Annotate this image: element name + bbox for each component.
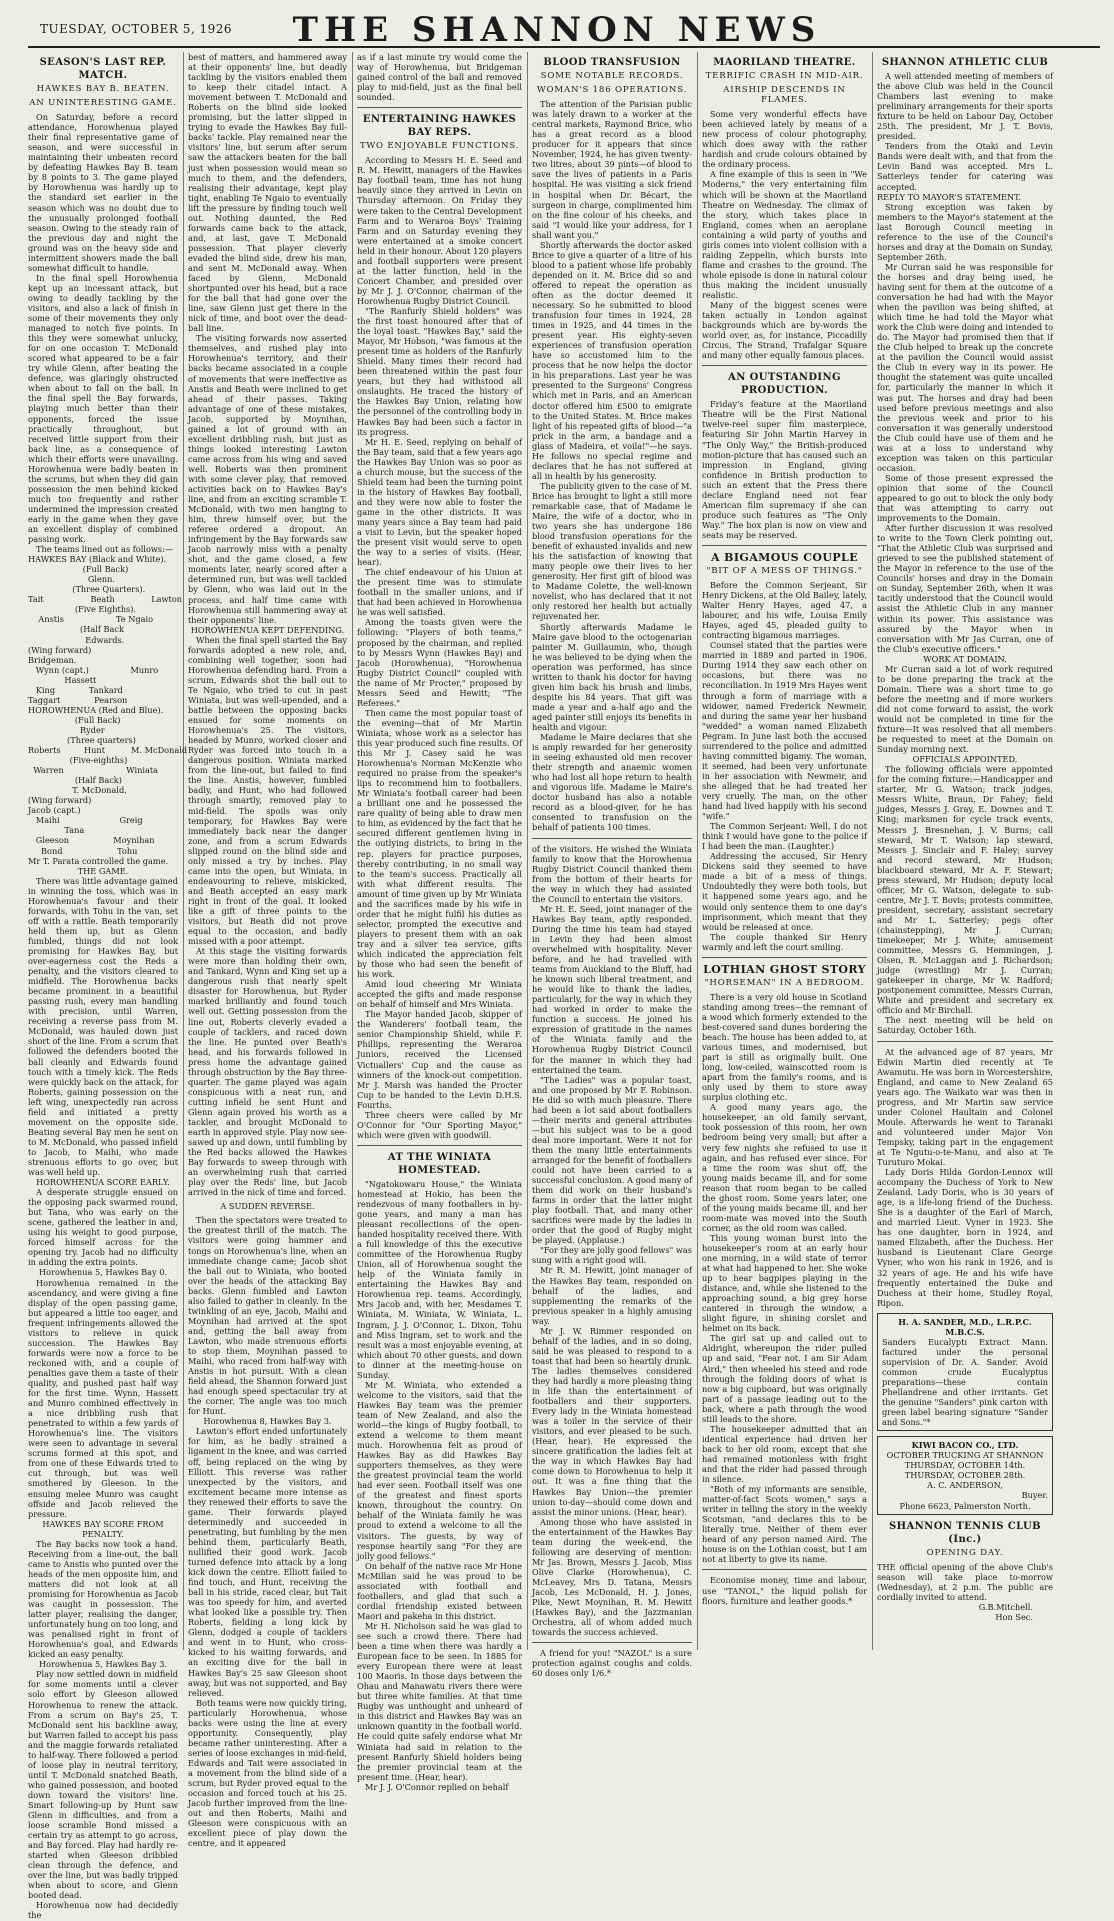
ad-line: THURSDAY, OCTOBER 14th. (904, 1460, 1026, 1471)
paragraph: When the final spell started the Bay forwards adopted a new role, and, combining well together, soon had Horowhenua defending hard. From a scrum, Edwards shot the ball out to Te Ngaio, who tried to cut in past Winiata, but was well-upended, and a battle between the opposing backs ensued for some moments on Horowhenua's 25. The visitors, headed by Munro, worked closer and Ryder was forced into touch in a dangerous position. Winiata marked from the line-out, but failed to find the line. Anstis, however, fumbled badly, and Hunt, who had followed through smartly, removed play to mid-field. The spoils was only temporary, for Hawkes Bay were immediately back near the danger zone, and from a scrum Edwards slipped round on the blind side and only missed a try by inches. Play came into the open, but Winiata, in endeavouring to relieve, miskicked, and Beath accepted an easy mark right in front of the goal. It looked like a gift of three points to the visitors, but Beath did not prove equal to the occasion, and badly missed with a poor attempt. (188, 634, 347, 947)
lineup-line: Jacob (capt.) (28, 805, 81, 816)
lineup-line: Gleeson Moynihan (28, 835, 155, 846)
paragraph: "For they are jolly good fellows" was sung with a right good will. (532, 1245, 692, 1266)
lineup-line: Wynn (capt.) Munro (28, 664, 159, 675)
column-5 (702, 52, 867, 1650)
paragraph: Horowhenua now had decidedly the (28, 1900, 178, 1921)
paragraph: Some of those present expressed the opinion that some of the Council appeared to go out to block the only body that was attempting to carry out improvements to the Domain. (877, 472, 1053, 524)
team-name: HAWKES BAY (Black and White). (28, 554, 167, 565)
signature-title: Hon Sec. (995, 1611, 1033, 1622)
column-rule (872, 52, 873, 1650)
lineup-line: Roberts Hunt M. McDonald (28, 745, 188, 756)
paragraph: Mr Curran said he was responsible for the horses and dray being used, he having sent for them at the outcome of a conversation he had had with the Mayor when the pavilion was being shifted, at which time he had told the Mayor what work the Club were doing and intended to do. The Mayor had promised then that if the Club helped to break up the concrete at the pavilion the Council would assist the Club in every way in its power. He thought the statement was quite uncalled for, particularly the manner in which it was put. The horses and dray had been used before previous meetings and also the previous week and prior to his conversation it was generally understood the Club could have use of them and he was at a loss to understand why exception was taken on this particular occasion. (877, 261, 1053, 473)
lineup-line: (Three Quarters). (28, 584, 146, 595)
paragraph: The next meeting will be held on Saturday, October 16th. (877, 1015, 1053, 1036)
lineup-line: Ryder (28, 724, 105, 735)
paragraph: Shortly afterwards the doctor asked Brice to give a quarter of a litre of his blood to a patient whose life probably depended on it. M. Brice did so and offered to repeat the operation as often as the doctor deemed it necessary. So he submitted to blood transfusion four times in 1924, 28 times in 1925, and 44 times in the present year. His eighty-seven experiences of transfusion operation have so accustomed him to the process that he now helps the doctor in his preparations. Last year he was presented to the Surgeons' Congress which met in Paris, and an American doctor offered him £500 to emigrate to the United States. M. Brice makes light of his repeated gifts of blood—"a prick in the arm, a bandage and a glass of Madeira, et voila!"—he says. He follows no special regime and declares that he has not suffered at all in health by his generosity. (532, 239, 692, 481)
paragraph: On Saturday, before a record attendance, Horowhenua played their final representative game of season, and were successful in maintaining their unbeaten record by defeating Hawkes Bay B. team by 8 points to 3. The game played by Horowhenua was hardly up to the standard set earlier in the season which was no doubt due to the unusually prolonged football season. Owing to the steady rain of the previous day and night the ground was on the heavy side and intermittent showers made the ball somewhat difficult to handle. (28, 112, 178, 273)
paragraph: Amid loud cheering Mr Winiata accepted the gifts and made response on behalf of himself and Mrs Winiata. (357, 979, 522, 1010)
paragraph: Mr H. E. Seed, replying on behalf of the Bay team, said that a few years ago the Hawkes Bay Union was so poor as a church mouse, but the success of the Shield team had been the turning point in the history of Hawkes Bay football, and they were now able to foster the game in the other districts. It was many years since a Bay team had paid a visit to Levin, but the speaker hoped the present visit would serve to open the way to a series of visits. (Hear, hear). (357, 436, 522, 568)
paragraph: In the final spell Horowhenua kept up an incessant attack, but owing to deadly tackling by the visitors, and also a lack of finish in some of their movements they only managed to notch five points. In this they were somewhat unlucky, for on one occasion T. McDonald scored what appeared to be a fair try while Glenn, after beating the defence, was glaringly obstructed when about to fall on the ball. In the final spell the Bay forwards, playing much better than their opponents, forced the issue practically throughout, but received little support from their back line, as a consequence of which their efforts were unavailing. Horowhenua were badly beaten in the scrums, but when they did gain possession the men behind kicked much too frequently and rather undermined the impression created early in the game when they gave an excellent display of combined passing work. (28, 272, 178, 545)
ad-name: A. C. ANDERSON, (927, 1480, 1003, 1491)
advertisement: A friend for you! "NAZOL" is a sure protection against coughs and colds. 60 doses only 1/6.* (532, 1648, 692, 1679)
paragraph: "The Ranfurly Shield holders" was the first toast honoured after that of the loyal toast. "Hawkes Bay," said the Mayor, Mr Hobson, "was famous at the present time as holders of the Ranfurly Shield. Many times their record had been threatened within the past four years, but they had withstood all onslaughts. He traced the history of the Hawkes Bay Union, relating how the personnel of the controlling body in Hawkes Bay had been such a factor in its progress. (357, 305, 522, 437)
paragraph: Mr R. M. Hewitt, joint manager of the Hawkes Bay team, responded on behalf of the ladies, and supplementing the remarks of the previous speaker in a highly amusing way. (532, 1265, 692, 1326)
lineup-line: Edwards. (28, 634, 125, 645)
article-heading: SEASON'S LAST REP. MATCH. (39, 57, 167, 81)
column-2 (188, 52, 348, 1849)
article-heading: SHANNON TENNIS CLUB (Inc.) (889, 1520, 1041, 1545)
lineup-line: (Full Back) (28, 714, 121, 725)
paragraph: Three cheers were called by Mr O'Connor for "Our Sporting Mayor," which were given with goodwill. (357, 1109, 522, 1140)
score-line: Horowhenua 5, Hawkes Bay 3. (38, 1659, 168, 1670)
paragraph: According to Messrs H. E. Seed and R. M. Hewitt, managers of the Hawkes Bay football team, time has not hung heavily since they arrived in Levin on Thursday afternoon. On Friday they were taken to the Central Development Farm and to Weraroa Boys' Training Farm and on Saturday evening they were entertained at a smoke concert held in their honour. About 120 players and football supporters were present at the latter function, held in the Concert Chamber, and presided over by Mr J. J. O'Connor, chairman of the Horowhenua Rugby District Council. (357, 155, 522, 306)
ad-role: Buyer. (1021, 1490, 1048, 1501)
lineup-line: (Wing forward) (28, 795, 92, 806)
ad-heading: KIWI BACON CO., LTD. (911, 1440, 1019, 1451)
paragraph: The attention of the Parisian public was lately drawn to a worker at the central markets, Raymond Brice, who has a great record as a blood producer for it appears that since November, 1924, he has given twenty-two litres, about 39 pints—of blood to save the lives of patients in a Paris hospital. He was visiting a sick friend in hospital when Dr. Bécart, the surgeon in charge, complimented him on the fine colour of his cheeks, and said "I would like your address, for I shall want you." (532, 99, 692, 240)
lineup-line: Hassett (28, 674, 97, 685)
paragraph: Many of the biggest scenes were taken actually in London against backgrounds which are by-words the world over, as, for instance, Piccadilly Circus, The Strand, Trafalgar Square and many other equally famous places. (702, 300, 867, 361)
paragraph: At the advanced age of 87 years, Mr Edwin Martin died recently at Te Awamutu. He was born in Worcestershire, England, and came to New Zealand 65 years ago. The Waikato war was then in progress, and Mr Martin saw service under Colonel Haultain and Colonel Moule. Afterwards he went to Taranaki and volunteered under Major Von Tempsky, taking part in the engagement at Te Ngutu-o-te-Manu, and also at Te Turuturo Mokai. (877, 1046, 1053, 1168)
ad-text: Sanders Eucalyptı Extract Mann. factured under the personal supervision of Dr. A. Sander. Avoid common crude Eucalyptus preparations—these contain Phellandrene and other irritants. Get the genuine "Sanders" pink carton with green label bearing signature "Sander and Sons."* (882, 1336, 1048, 1428)
article-subheading: HAWKES BAY B. BEATEN. (36, 84, 170, 94)
advertisement-sander (877, 1313, 1053, 1432)
article-heading: AT THE WINIATA HOMESTEAD. (387, 1151, 492, 1176)
section-heading: OFFICIALS APPOINTED. (912, 754, 1018, 765)
column-1 (28, 52, 188, 1921)
divider (877, 1041, 1053, 1042)
column-rule (352, 52, 353, 1650)
lineup-line: (Wing forward) (28, 644, 92, 655)
paragraph: A good many years ago, the housekeeper, an old family servant, took possession of this room, her own bedroom being very small; but after a very few nights she refused to use it again, and has refused ever since. For a time the room was shut off, the young maids became ill, and for some reason that room began to be called the ghost room. Some years later, one of the young maids became ill, and her room-mate was moved into the South corner, as the old room was called. (702, 1102, 867, 1233)
paragraph: Addressing the accused, Sir Henry Dickens said they seemed to have made a bit of a mess of things. Undoubtedly they were both tools, but it happened some years ago, and he would only sentence them to one day's imprisonment, which meant that they would be released at once. (702, 851, 867, 932)
divider (702, 365, 867, 366)
lineup-line: Glenn. (28, 574, 116, 585)
paragraph: Strong exception was taken by members to the Mayor's statement at the last Borough Council meeting in reference to the use of the Council's horses and dray at the Domain on Sunday, September 26th. (877, 201, 1053, 262)
lineup-line: Warren Winiata (28, 765, 159, 776)
paragraph: Mr J. J. O'Connor replied on behalf (365, 1781, 509, 1792)
paragraph: Mr J. W. Rimmer responded on behalf of the ladies, and in so doing, said he was pleased to respond to a toast that had been so heartily drunk. The ladies themselves considered they had hardly a more pleasing thing in life than the entertainment of footballers and their supporters. Every lady in the Winiata homestead was a toiler in the service of their visitors, and ever pleased to be such. (Hear, hear). He expressed the sincere gratification the ladies felt at the way in which Hawkes Bay had come down to Horowhenua to help it out. It was a fine thing that the Hawkes Bay Union—the premier union to-day—should come down and assist the minor unions. (Hear, hear). (532, 1325, 692, 1517)
paragraph: A desperate struggle ensued on the opposing pack swarmed round, but Tana, who was early on the scene, gathered the leather in and, using his weight to good purpose, forced himself across for the opening try. Jacob had no difficulty in adding the extra points. (28, 1187, 178, 1268)
section-heading: HOROWHENUA KEPT DEFENDING. (190, 624, 345, 635)
article-subheading: TWO ENJOYABLE FUNCTIONS. (359, 141, 520, 152)
lineup-line: Bond Tohu (28, 845, 138, 856)
paragraph: On behalf of the native race Mr Hone McMillan said he was proud to be associated with football and footballers, and glad that such a cordial friendship existed between Maori and pakeha in this district. (357, 1560, 522, 1621)
article-subheading: AN UNINTERESTING GAME. (29, 98, 177, 109)
lineup-line: (Half Back (28, 624, 124, 635)
lineup-line: T. McDonald. (28, 785, 127, 796)
article-heading: LOTHIAN GHOST STORY (703, 962, 866, 976)
divider (702, 957, 867, 958)
paragraph: Some very wonderful effects have been achieved lately by means of a new process of colour photography, which does away with the rather hardish and crude colours obtained by the ordinary process. (702, 109, 867, 170)
paragraph: "Ngatokowaru House," the Winiata homestead at Hokio, has been the rendezvous of many footballers in by-gone years, and many a man has pleasant recollections of the open-handed hospitality received there. With a full knowledge of this the executive committee of the Horowhenua Rugby Union, all of Horowhenua sought the help of the Winiata family in entertaining the Hawkes Bay and Horowhenua rep. teams. Accordingly, Mrs Jacob and, with her, Mesdames T. Winiata, M. Winiata, W. Winiata, L. Ingram, J. J. O'Connor, L. Dixon, Tohu and Miss Ingram, set to work and the result was a most enjoyable evening, at which about 70 other guests, and down to dinner at the meeting-house on Sunday. (357, 1178, 522, 1380)
lineup-line: (Three quarters) (28, 735, 136, 745)
paragraph: "Both of my informants are sensible, matter-of-fact Scots women," says a writer in telling the story in the weekly Scotsman, "and declares this to be literally true. Neither of them ever heard of any person named Aird. The house is on the Lothian coast, but I am not at liberty to give its name. (702, 1484, 867, 1565)
article-heading: AN OUTSTANDING PRODUCTION. (728, 372, 841, 397)
ad-phone: Phone 6623, Palmerston North. (899, 1500, 1031, 1511)
paragraph: Mr H. Nicholson said he was glad to see such a crowd there. There had been a time when there was hardly a European face to be seen. In 1885 for every European there were at least 100 Maoris. In those days between the Ohau and Manawatu rivers there were but three white families. At that time Rugby was unthought and unheard of in this district and Hawkes Bay was an unknown quantity in the football world. He could quite safely endorse what Mr Winiata had said in relation to the present Ranfurly Shield holders being the premier provincial team at the present time. (Hear, hear). (357, 1620, 522, 1782)
paragraph: Play now settled down in midfield for some moments until a clever solo effort by Gleeson allowed Horowhenua to renew the attack. From a scrum on Bay's 25, T. McDonald sent his backline away, but Warren failed to accept his pass and the maggie forwards retaliated to half-way. There followed a period of loose play in neutral territory, until T. McDonald snatched Beath, who gained possession, and booted down toward the visitors' line. Smart following-up by Hunt saw Glenn in difficulties, and from a loose scramble Bond missed a certain try as attempt to go across, and Bay forced. Play had hardly re-started when Gleeson dribbled clean through the defence, and over the line, but was badly tripped when about to score, and Glenn booted dead. (28, 1669, 178, 1901)
column-3 (357, 52, 522, 1792)
paragraph: This young woman burst into the housekeeper's room at an early hour one morning, in a wild state of terror at what had happened to her. She woke up to hear bagpipes playing in the distance, and, while she listened to the approaching sound, a big grey horse cantered in through the window, a slight figure, in shining corslet and helmet on its back. (702, 1232, 867, 1334)
article-heading: A BIGAMOUS COUPLE (711, 550, 858, 564)
lineup-line: King Tankard (28, 684, 123, 695)
paragraph: Tenders from the Otaki and Levin Bands were dealt with, and that from the Levin Band was accepted. Mrs L. Satterleys tender for catering was accepted. (877, 141, 1053, 192)
article-subheading: OPENING DAY. (926, 1547, 1004, 1558)
section-heading: WORK AT DOMAIN. (923, 653, 1007, 664)
paragraph: Then came the most popular toast of the evening—that of Mr Martin Winiata, whose work as a selector has this year produced such fine results. Of this Mr J. Casey said he was Horowhenua's Norman McKenzie who required no praise from the speaker's lips to recommend him to footballers. Mr Winiata's football career had been a brilliant one and he possessed the rare quality of being able to draw men to him, as evidenced by the fact that he secured different gentlemen living in the outlying districts, to bring in the rep. players for practice purposes, thereby contributing, in no small way to the team's success. Practically all with what different results. The amount of time given up by Mr Winiata and the sacrifices made by his wife in order that he might fulfil his duties as selector, prompted the executive and players to present them with an oak tray and a silver tea service, gifts which indicated the appreciation felt by those who had seen the benefit of his work. (357, 707, 522, 980)
paragraph: Among those who have assisted in the entertainment of the Hawkes Bay team during the week-end, the following are deserving of mention: Mr Jas. Brown, Messrs J. Jacob, Miss Olive Clarke (Horowhenua), C. McLeavey, Mrs D. Tatana, Messrs Jacob, Les McDonald, H. J. Jones, Pike, Newt Moynihan, R. M. Hewitt (Hawkes Bay), and the Jazzmanian Orchestra, all of whom added much towards the success achieved. (532, 1516, 692, 1638)
ad-heading: H. A. SANDER, M.D., L.R.P.C. M.B.C.S. (898, 1316, 1032, 1337)
divider (357, 1145, 522, 1146)
paragraph: After further discussion it was resolved to write to the Town Clerk pointing out, "That the Athletic Club was surprised and grieved to see the published statement of the Mayor in reference to the use of the Councils' horses and dray in the Domain on Sunday, September 26th, when it was tacitly understood that the Council would assist the Athletic Club in any manner within its power. This assistance was assured by the Mayor when in conversation with Mr Jas Curran, one of the Club's executive officers." (877, 523, 1053, 654)
column-6 (877, 52, 1053, 1650)
article-subheading: "HORSEMAN" IN A BEDROOM. (704, 977, 865, 988)
paragraph: Mr H. E. Seed, joint manager of the Hawkes Bay team, aptly responded. During the time his team had stayed in Levin they had been almost overwhelmed with hospitality. Never before, and he had travelled with teams from Auckland to the Bluff, had he known such liberal treatment, and he would like to thank the ladies, particularly, for the way in which they had worked in order to make the function a success. He joined his expression of gratitude in the names of the Winiata family and the Horowhenua Rugby District Council for the manner in which they had entertained the team. (532, 903, 692, 1075)
lineup-line: (Full Back) (28, 564, 129, 575)
paragraph: Counsel stated that the parties were married in 1889 and parted in 1906. During 1914 they saw each other on occasions, but there was no reconciliation. In 1919 Mrs Hayes went through a form of marriage with a widower, named Frederick Newmeir, and during the same year her husband "wedded" a woman named Elizabeth Pegram. In June last both the accused surrendered to the police and admitted having committed bigamy. The woman, it seemed, had been very unfortunate in her association with Newmeir, and she alleged that he had treated her very cruelly. The man, on the other hand had lived happily with his second "wife." (702, 640, 867, 822)
masthead-rule (28, 46, 1100, 48)
lineup-line: Mr T. Parata controlled the game. (28, 855, 169, 866)
paragraph: The Common Serjeant: Well, I do not think I would have gone to the police if I had been the man. (Laughter.) (702, 821, 867, 852)
score-line: Horowhenua 5, Hawkes Bay 0. (38, 1267, 168, 1278)
paragraph: as if a last minute try would come the way of Horowhenua, but Bridgeman gained control of the ball and removed play to mid-field, just as the final bell sounded. (357, 52, 522, 103)
paragraph: The chief endeavour of his Union at the present time was to stimulate football in the smaller unions, and if that had been achieved in Horowhenua he was well satisfied. (357, 567, 522, 618)
article-heading: ENTERTAINING HAWKES BAY REPS. (362, 114, 517, 139)
ad-line: OCTOBER TRUCKING AT SHANNON (886, 1450, 1044, 1461)
paragraph: The couple thanked Sir Henry warmly and left the court smiling. (702, 931, 867, 952)
paragraph: There was little advantage gained in winning the toss, which was in Horowhenua's favour and their forwards, with Tohu in the van, set off with a rattle. Beath temporarily held them up, but as Glenn fumbled, things did not look promising for Hawkes Bay, but over-eagerness cost the Reds a penalty, and the visitors cleared to midfield. The Horowhenua backs became prominent in a beautiful passing rush, every man handling with precision, until Warren, receiving a reverse pass from M. McDonald, was hauled down just short of the line. From a scrum that followed the defenders booted the ball cleanly and Edwards found touch with a timely kick. The Reds were quickly back on the attack, for Roberts, gaining possession on the left wing, unexpectedly ran across field and initiated a pretty movement on the opposite side. Beating several Bay men he sent on to M. McDonald, who passed infield to Jacob, to Maihi, who made strenuous efforts to go over, but was well held up. (28, 875, 178, 1178)
paragraph: The housekeeper admitted that an identical experience had driven her back to her old room, except that she had remained motionless with fright and that the rider had passed through in silence. (702, 1423, 867, 1485)
divider (532, 1642, 692, 1643)
paragraph: Mr M. Winiata, who extended a welcome to the visitors, said that the Hawkes Bay team was the premier team of New Zealand, and also the world—the kings of Rugby football, to extend a welcome to them meant much. Horowhenua felt as proud of Hawkes Bay as did Hawkes Bay supporters themselves, as they were the greatest provincial team the world had ever seen. Football itself was one of the greatest and finest sports known, throughout the country. On behalf of the Winiata family he was proud to extend a welcome to all the visitors. The guests, by way of response heartily sang "For they are jolly good fellows." (357, 1379, 522, 1561)
paragraph: There is a very old house in Scotland standing among trees—the remnant of a wood which formerly extended to the best-covered sand dunes bordering the beach. The house has been added to, at various times, and modernised, but part is still as originally built. One long, low-ceiled, wainscotted room is apart from the family's rooms, and is only used by them to store away surplus clothing etc. (702, 991, 867, 1103)
column-rule (697, 52, 698, 1650)
divider (532, 838, 692, 839)
score-line: Horowhenua 8, Hawkes Bay 3. (203, 1416, 332, 1427)
article-heading: BLOOD TRANSFUSION (543, 57, 681, 68)
newspaper-title: THE SHANNON NEWS (292, 10, 822, 50)
paragraph: THE official opening of the above Club's season will take place to-morrow (Wednesday), at 2 p.m. The public are cordially invited to attend. (877, 1561, 1053, 1602)
lineup-line: Bridgeman. (28, 654, 77, 665)
article-subheading: TERRIFIC CRASH IN MID-AIR. (705, 71, 864, 81)
team-lineups (28, 564, 188, 866)
paragraph: The Mayor handed Jacob, skipper of the Wanderers' football team, the senior Championship Shield, while F. Phillips, representing the Weraroa Juniors, received the Licensed Victuallers' Cup and the cause as winners of the knock-out competition. Mr J. Marsh was handed the Procter Cup to be handed to the Levin D.H.S. Fourths. (357, 1009, 522, 1110)
paragraph: Horowhenua remained in the ascendancy, and were giving a fine display of the open passing game, but appeared a little too eager, and frequent infringements allowed the visitors to relieve in quick succession. The Hawkes Bay forwards were now a force to be reckoned with, and a couple of penalties gave them a taste of their quality, and pushed past half way for the first time. Wynn, Hassett and Munro combined effectively in a nice dribbling rush that penetrated to within a few yards of Horowhenua's line. The visitors were seen to advantage in several scrums formed at this spot, and from one of these Edwards tried to cut through, but was well smothered by Gleeson. In the ensuing melee Munro was caught offside and Jacob relieved the pressure. (28, 1277, 178, 1519)
paragraph: A fine example of this is seen in "We Moderns," the very entertaining film which will be shown at the Maoriland Theatre on Wednesday. The climax of the story, which takes place in England, comes when an aeroplane containing a wild party of youths and girls comes into violent collision with a raiding Zeppelin, which bursts into flame and crashes to the ground. The whole episode is done in natural colour thus making the incident unusually realistic. (702, 169, 867, 300)
paragraph: "The Ladies" was a popular toast, and one proposed by Mr F. Robinson. He did so with much pleasure. There had been a lot said about footballers—their merits and general attributes—but his subject was to be a good deal more important. Were it not for them the many little entertainments arranged for the benefit of footballers could not have been carried to a successful conclusion. A good many of them did work on their husband's farms in order that the latter might play football. That, and many other sacrifices were made by the ladies in order that the good of Rugby might be played. (Applause.) (532, 1074, 692, 1246)
lineup-line: (Five-eighths) (28, 755, 128, 766)
article-heading: MAORILAND THEATRE. (713, 57, 856, 68)
ad-line: THURSDAY, OCTOBER 28th. (904, 1470, 1026, 1481)
article-subheading: "BIT OF A MESS OF THINGS." (706, 565, 863, 576)
lineup-line: (Half Back) (28, 775, 122, 786)
lineup-line: Taggart Pearson (28, 694, 128, 705)
paragraph: At this stage the visiting forwards were more than holding their own, and Tankard, Wynn and King set up a dangerous rush that nearly spelt disaster for Horowhenua, but Ryder marked brilliantly and found touch well out. Getting possession from the line out, Roberts cleverly evaded a couple of tacklers, and raced down the line. He punted over Beath's head, and his forwards followed in press home the advantage gained through obstruction by the Bay three-quarter. The game played was again conspicuous with a neat run, and cutting infield he sent Hunt and Glenn again proved his worth as a tackler, and brought McDonald to earth in approved style. Play now see-sawed up and down, until fumbling by the Red backs allowed the Hawkes Bay forwards to sweep through with an overwhelming rush that carried play over the Reds' line, but Jacob arrived in the nick of time and forced. (188, 946, 347, 1198)
column-rule (183, 52, 184, 1650)
column-4 (532, 52, 692, 1679)
section-heading: HOROWHENUA SCORE EARLY. (36, 1177, 170, 1188)
paragraph: best of matters, and hammered away at their opponents' line, but deadly tackling by the visitors enabled them to keep their citadel intact. A movement between T. McDonald and Roberts on the blind side looked promising, but the latter slipped in trying to evade the Hawkes Bay full-backs' tackle. Play remained near the visitors' line, but serum after serum saw the attackers beaten for the ball just when possession would mean so much to them, and the defenders, realising their advantage, kept play tight, enabling Te Ngaio to eventually lift the pressure by finding touch well out. Nothing daunted, the Red forwards came back to the attack, and, at last, gave T. McDonald possession. That player cleverly evaded the blind side, drew his man, and sent M. McDonald away. When faced by Glenn, McDonald shortpunted over his head, but a race for the ball that had gone over the line, saw Glenn just get there in the nick of time, and boot over the dead-ball line. (188, 52, 347, 334)
section-heading: THE GAME. (77, 865, 129, 876)
paragraph: Before the Common Serjeant, Sir Henry Dickens, at the Old Bailey, lately, Walter Henry Hayes, aged 47, a labourer, and his wife, Louisa Emily Hayes, aged 45, pleaded guilty to contracting bigamous marriages. (702, 580, 867, 641)
divider (702, 1569, 867, 1570)
section-heading: HAWKES BAY SCORE FROM PENALTY. (42, 1518, 164, 1539)
lineup-line: Tait Beath Lawton (28, 594, 183, 605)
paragraph: The following officials were appointed for the coming fixture:—Handicapper and starter, Mr G. Watson; track judges, Messrs White, Braun, Dr Fahey; field judges, Messrs J. Gray, E. Downes and T. King; marksmen for cycle track events, Messrs J. Bresnehan, J. V. Burns; call steward, Mr T. Watson; lap steward, Messrs J. Sinclair and F. Haley; survey and record steward, Mr Hudson; blackboard steward, Mr A. F. Stewart; press steward, Mr Hudson; deputy local officer, Mr G. Watson, delegate to sub-centre, Mr J. T. Bovis; protests committee, president, secretary, assistant secretary and Mr L. Satterley; pegs ofter (chainstepping), Mr J. Curran; timekeeper, Mr J. White; amusement committee, Messrs G. Hemmingen, J. Olsen, R. McLaggan and J. Richardson; judge (wrestling) Mr J. Curran; gatekeeper in charge, Mr W. Radford; postponement committee, Messrs Curran, White and president and secretary ex officio and Mr Birchall. (877, 764, 1053, 1016)
paragraph: Mr Curran said a lot of work required to be done preparing the track at the Domain. There was a short time to go before the meeting and if more workers did not come forward to assist, the work would not be completed in time for the fixture—It was resolved that all members be requested to meet at the Domain on Sunday morning next. (877, 663, 1053, 755)
lineup-line: Anstis Te Ngaio (28, 614, 154, 625)
paragraph: Lawton's effort ended unfortunately for him, as he badly strained a ligament in the knee, and was carried off, being replaced on the wing by Elliott. This reverse was rather unexpected by the visitors, and excitement became more intense as they renewed their efforts to save the game. Their forwards played determinedly and succeeded in penetrating, but fumbling by the men behind them, particularly Beath, nullified their good work. Jacob turned defence into attack by a long kick down the centre. Elliott failed to find touch, and Hunt, receiving the ball in his stride, raced clear, but Tait was too speedy for him, and averted what looked like a possible try. Then Roberts, fielding a long kick by Glenn, dodged a couple of tacklers and went in to Hunt, who cross-kicked to his waiting forwards, and an exciting dive for the ball in Hawkes Bay's 25 saw Gleeson shoot away, but was not supported, and Bay relieved. (188, 1426, 347, 1698)
advertisement: Economise money, time and labour, use "TANOL," the liquid polish for floors, furniture and leather goods.* (702, 1575, 867, 1606)
paragraph: Among the toasts given were the following: "Players of both teams," proposed by the chairman, and replied to by Messrs Wynn (Hawkes Bay) and Jacob (Horowhenua), "Horowhenua Rugby District Council" coupled with the name of Mr Procter," proposed by Messrs Seed and Hewitt; "The Referees." (357, 617, 522, 708)
paragraph: Lady Doris Hilda Gordon-Lennox will accompany the Duchess of York to New Zealand. Lady Doris, who is 30 years of age, is a life-long friend of the Duchess. She is a daughter of the Earl of March, and married Lieut. Vyner in 1923. She has one daughter, born in 1924, and named Elizabeth, after the Duchess. Her husband is Lieutenant Clare George Vyner, who won his rank in 1926, and is 32 years of age. He and his wife have frequently entertained the Duke and Duchess at their home, Studley Royal, Ripon. (877, 1167, 1053, 1308)
divider (357, 107, 522, 108)
column-rule (527, 52, 528, 1650)
paragraph: Then the spectators were treated to the greatest thrill of the match. The visitors were going hammer and tongs on Horowhenua's line, when an immediate change came; Jacob shot the ball out to Winiata, who booted over the heads of the attacking Bay backs. Glenn fumbled and Lawton also failed to gather in cleanly. In the twinkling of an eye, Jacob, Maihi and Moynihan had arrived at the spot and, getting the ball away from Lawton, who made strenuous efforts to stop them, Moynihan passed to Maihi, who raced from half-way with Anstis in hot pursuit. With a clean field ahead, the Shannon forward just had enough speed spectacular try at the corner. The angle was too much for Hunt. (188, 1215, 347, 1417)
paragraph: A well attended meeting of members of the above Club was held in the Council Chambers last evening to make preliminary arrangements for their sports fixture to be held on Labour Day, October 25th. The president, Mr J. T. Bovis, presided. (877, 71, 1053, 142)
paragraph: The publicity given to the case of M. Brice has brought to light a still more remarkable case, that of Madame le Maire, the wife of a doctor, who in two years she has undergone 186 blood transfusion operations for the benefit of exhausted invalids and new his the satisfaction of knowing that many people owe their lives to her generosity. Her first gift of blood was to Madame Colette, the well-known novelist, who has declared that it not only restored her health but actually rejuvenated her. (532, 480, 692, 622)
paragraph: The teams lined out as follows:— (36, 544, 174, 555)
lineup-line: HOROWHENUA (Red and Blue). (28, 704, 164, 715)
signature: G.B.Mitchell. (978, 1601, 1033, 1612)
lineup-line: Tana (28, 825, 85, 836)
paragraph: of the visitors. He wished the Winiata family to know that the Horowhenua Rugby District Council thanked them from the bottom of their hearts for the way in which they had assisted the Council to entertain the visitors. (532, 843, 692, 904)
divider (702, 545, 867, 546)
lineup-line: Maihi Greig (28, 815, 143, 826)
paragraph: Shortly afterwards Madame le Maire gave blood to the octogenarian painter M. Guillaumin, who, though he was believed to be dying when the operation was performed, has since written to thank his doctor for having given him back his brush and limbs, despite his 84 years. That gift was made a year and a-half ago and the aged painter still enjoys its benefits in health and vigour. (532, 621, 692, 732)
advertisement-kiwi-bacon (877, 1436, 1053, 1514)
paragraph: Friday's feature at the Maoriland Theatre will be the First National twelve-reel super film masterpiece, featuring Sir John Martin Harvey in "The Only Way," the British-produced motion-picture that has caused such an impression in England, giving confidence in British production to such an extent that the Press there declare England need not fear American film supremacy if she can produce such features as "The Only Way." The box plan is now on view and seats may be reserved. (702, 399, 867, 540)
paragraph: The visiting forwards now asserted themselves, and rushed play into Horowhenua's territory, and their backs became associated in a couple of movements that were ineffective as Anstis and Beath were inclined to get ahead of their passes. Taking advantage of one of these mistakes, Jacob, supported by Moynihan, gained a lot of ground with an excellent dribbling rush, but just as things looked interesting Lawton came across from his wing and saved well. Roberts was then prominent with some clever play, that removed activities back on to Hawkes Bay's line, and from an exciting scramble T. McDonald, with two men hanging to him, threw himself over, but the referee ordered a dropout. An infringement by the Bay forwards saw Jacob narrowly miss with a penalty shot, and the game closed, a few moments later, nearly scored after a determined run, but was well tackled by Glenn, who was laid out in the process, and half time came with Horowhenua still hammering away at their opponents' line. (188, 333, 348, 625)
paragraph: The Bay backs now took a hand. Receiving from a line-out, the ball came to Anstis who punted over the heads of the men opposite him, and matters did not look at all promising for Horowhenua as Jacob was caught in possession. The latter player, realising the danger, unfortunately hung on too long, and was penalised right in front of Horowhenua's goal, and Edwards kicked an easy penalty. (28, 1538, 179, 1660)
article-subheading: WOMAN'S 186 OPERATIONS. (536, 85, 688, 96)
article-subheading: SOME NOTABLE RECORDS. (540, 71, 684, 81)
lineup-line: (Five Eighths). (28, 604, 137, 615)
section-heading: A SUDDEN REVERSE. (220, 1201, 315, 1212)
article-heading: SHANNON ATHLETIC CLUB (881, 57, 1049, 68)
issue-date: TUESDAY, OCTOBER 5, 1926 (40, 22, 232, 36)
paragraph: The girl sat up and called out to Aldright, whereupon the rider pulled up and said, "Fear not. I am Sir Adam Aird," then wheeled his steed and rode through the folding doors of what is now a big cupboard, but was originally part of a passage leading out to the back, where a path through the wood still leads to the shore. (702, 1333, 867, 1424)
article-subheading: AIRSHIP DESCENDS IN FLAMES. (723, 85, 846, 106)
paragraph: Both teams were now quickly tiring, particularly Horowhenua, whose backs were using the line at every opportunity. Consequently, play became rather uninteresting. After a series of loose exchanges in mid-field, Edwards and Tait were associated in a movement from the blind side of a scrum, but Ryder proved equal to the occasion and forced touch at his 25. Jacob further improved from the line-out and then Roberts, Maihi and Gleeson were conspicuous with an excellent piece of play down the centre, and it appeared (188, 1697, 347, 1849)
paragraph: Madame le Maire declares that she is amply rewarded for her generosity in seeing exhausted old men recover their strength and anaemic women who had lost all hope return to health and vigorous life. Madame le Maire's doctor husband has also a notable record as a blood-giver, for he has consented to transfusion on the behalf of patients 100 times. (532, 732, 692, 833)
masthead (0, 0, 1114, 50)
section-heading: REPLY TO MAYOR'S STATEMENT. (877, 191, 1021, 202)
